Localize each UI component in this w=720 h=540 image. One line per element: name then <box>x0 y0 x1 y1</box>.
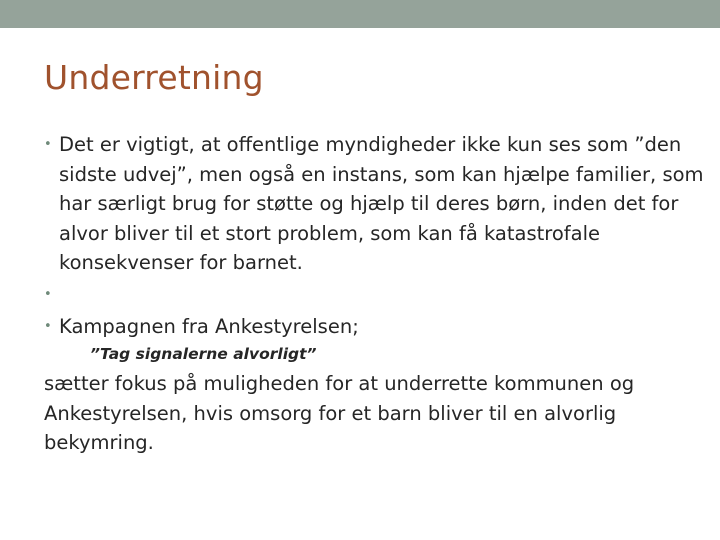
body-paragraph: sætter fokus på muligheden for at underrette kommunen og Ankestyrelsen, hvis omsorg for et barn bliver til en alvorlig bekymring. <box>44 372 635 455</box>
bullet-item <box>44 130 704 278</box>
bullet-text: Kampagnen fra Ankestyrelsen; <box>59 314 359 338</box>
bullet-dot-icon: • <box>44 137 52 152</box>
bullet-text: Det er vigtigt, at offentlige myndigheder ikke kun ses som ”den sidste udvej”, men også en instans, som kan hjælpe familier, som har særligt brug for støtte og hjælp til deres børn, inden det for alvor bliver til et stort problem, som kan få katastrofale konsekvenser for barnet. <box>59 133 704 275</box>
bullet-dot-icon: • <box>44 286 52 302</box>
campaign-name: ”Tag signalerne alvorligt” <box>90 345 317 364</box>
bullet-item <box>44 312 704 342</box>
bullet-dot-icon: • <box>44 318 52 334</box>
bullet-item-empty <box>44 280 704 310</box>
top-accent-bar <box>0 0 720 28</box>
slide-title: Underretning <box>44 58 264 97</box>
slide-body <box>44 130 704 458</box>
